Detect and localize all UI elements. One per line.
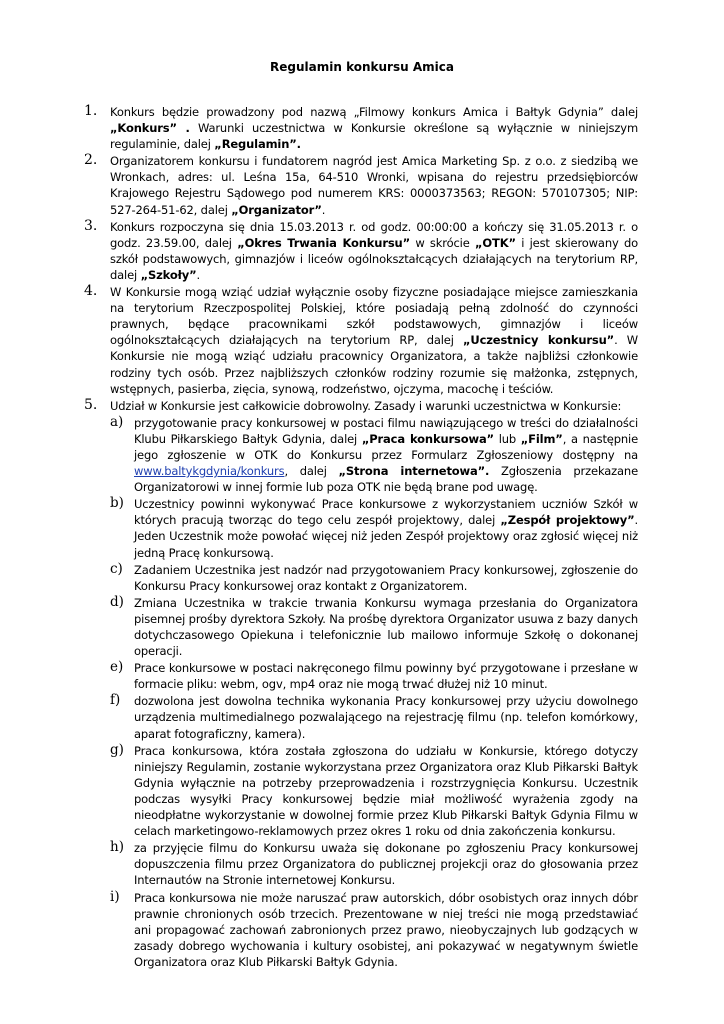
defined-term: „Uczestnicy konkursu”	[462, 333, 615, 348]
text-segment: w skrócie	[409, 235, 475, 250]
defined-term: „Strona internetowa”.	[338, 464, 490, 479]
defined-term: „OTK”	[474, 235, 516, 250]
sub-list-item	[110, 595, 638, 659]
item-text	[134, 595, 638, 659]
text-segment: Organizatorem konkursu i fundatorem nagród jest Amica Marketing Sp. z o.o. z siedzibą we Wronkach, adres: ul. Leśna 15a, 64-510 Wronki, wpisana do rejestru przedsiębiorców Krajowego Rejestru Sądowego pod numerem KRS: 0000373563; REGON: 570107305; NIP: 527-264-51-62, dalej	[110, 154, 638, 217]
text-segment: Warunki uczestnictwa w Konkursie określone są wyłącznie w niniejszym regulaminie, dalej	[110, 121, 638, 152]
lettered-sub-list	[84, 415, 638, 970]
sub-list-item	[110, 660, 638, 692]
defined-term: „Praca konkursowa”	[361, 431, 494, 446]
item-number: 3.	[84, 217, 98, 234]
text-segment: , dalej	[284, 464, 339, 479]
item-text	[134, 660, 638, 692]
item-number: c)	[110, 560, 123, 577]
text-segment: Zgłoszenia przekazane Organizatorowi w innej formie lub poza OTK nie będą brane pod uwagę.	[134, 464, 638, 495]
item-number: a)	[110, 413, 124, 430]
defined-term: „Organizator”	[231, 202, 322, 217]
text-segment: Konkurs będzie prowadzony pod nazwą „Filmowy konkurs Amica i Bałtyk Gdynia” dalej	[110, 105, 638, 119]
sub-list-item	[110, 496, 638, 560]
sub-list-item	[110, 693, 638, 741]
item-number: 4.	[84, 283, 98, 300]
text-segment: dozwolona jest dowolna technika wykonania Pracy konkursowej przy użyciu dowolnego urządzenia multimedialnego pozwalającego na rejestrację filmu (np. telefon komórkowy, aparat fotograficzny, kamera).	[134, 694, 638, 741]
item-text	[134, 840, 638, 888]
text-segment: i jest skierowany do szkół podstawowych, gimnazjów i liceów ogólnokształcących działających na terytorium RP, dalej	[110, 235, 638, 282]
sub-list-item	[110, 890, 638, 970]
item-number: f)	[110, 692, 121, 709]
text-segment: Uczestnicy powinni wykonywać Prace konkursowe z wykorzystaniem uczniów Szkół w których pracują tworząc do tego celu zespół projektowy, dalej	[134, 497, 638, 528]
list-item	[84, 104, 638, 152]
item-text	[110, 398, 638, 414]
defined-term: .	[185, 121, 190, 136]
text-segment: Zadaniem Uczestnika jest nadzór nad przygotowaniem Pracy konkursowej, zgłoszenie do Konkursu Pracy konkursowej oraz kontakt z Organizatorem.	[134, 562, 638, 593]
item-number: b)	[110, 495, 124, 512]
defined-term: „Regulamin”.	[214, 137, 301, 152]
list-item	[84, 153, 638, 217]
text-segment: przygotowanie pracy konkursowej w postaci filmu nawiązującego w treści do działalności Klubu Piłkarskiego Bałtyk Gdynia, dalej	[134, 415, 638, 446]
text-segment: Prace konkursowe w postaci nakręconego filmu powinny być przygotowane i przesłane w formacie pliku: webm, ogv, mp4 oraz nie mogą trwać dłużej niż 10 minut.	[134, 661, 638, 692]
text-segment: . W Konkursie nie mogą wziąć udziału pracownicy Organizatora, a także najbliżsi członkowie rodziny tych osób. Przez najbliższych członków rodziny rozumie się małżonka, zstępnych, wstępnych, pasierba, zięcia, synową, rodzeństwo, ojczyma, macochę i teściów.	[110, 333, 639, 396]
item-number: 1.	[84, 103, 98, 119]
text-segment: Udział w Konkursie jest całkowicie dobrowolny. Zasady i warunki uczestnictwa w Konkursie:	[110, 398, 622, 413]
item-text	[134, 890, 638, 970]
item-number: d)	[110, 593, 124, 610]
text-segment: lub	[493, 431, 521, 446]
sub-list-item	[110, 415, 638, 495]
item-text	[110, 219, 638, 283]
text-segment: Konkurs rozpoczyna się dnia 15.03.2013 r. od godz. 00:00:00 a kończy się 31.05.2013 r. o godz. 23.59.00, dalej	[110, 219, 638, 250]
text-segment: . Jeden Uczestnik może powołać więcej niż jeden Zespół projektowy oraz zgłosić więcej niż jedną Pracę konkursową.	[134, 513, 638, 560]
text-segment: .	[321, 202, 326, 217]
text-segment: Zmiana Uczestnika w trakcie trwania Konkursu wymaga przesłania do Organizatora pisemnej prośby dyrektora Szkoły. Na prośbę dyrektora Organizator usuwa z bazy danych dotychczasowego Opiekuna i telefonicznie lub mailowo informuje Szkołę o dokonanej operacji.	[134, 595, 638, 659]
list-item	[84, 284, 638, 397]
defined-term: „Zespół projektowy”	[500, 513, 635, 528]
defined-term	[177, 121, 186, 135]
sub-list-item	[110, 743, 638, 840]
sub-list-item	[110, 562, 638, 594]
item-text	[110, 104, 638, 152]
item-text	[134, 562, 638, 594]
text-segment: Praca konkursowa nie może naruszać praw autorskich, dóbr osobistych oraz innych dóbr prawnie chronionych osób trzecich. Prezentowane w niej treści nie mogą przedstawiać ani propagować zachowań zabronionych przez prawo, nieobyczajnych lub godzących w zasady dobrego wychowania i kultury osobistej, ani pokazywać w negatywnym świetle Organizatora oraz Klub Piłkarski Bałtyk Gdynia.	[134, 890, 638, 969]
list-item	[84, 219, 638, 283]
item-number: h)	[110, 839, 124, 856]
item-text	[110, 284, 638, 397]
numbered-list	[84, 104, 638, 971]
list-item	[84, 398, 638, 414]
item-number: i)	[110, 888, 120, 905]
defined-term: „Film”	[520, 431, 563, 446]
text-segment: Praca konkursowa, która została zgłoszona do udziału w Konkursie, którego dotyczy niniejszy Regulamin, zostanie wykorzystana przez Organizatora oraz Klub Piłkarski Bałtyk Gdynia wyłącznie na potrzeby przeprowadzenia i rozstrzygnięcia Konkursu. Uczestnik podczas wysyłki Pracy konkursowej będzie miał możliwość wyrażenia zgody na nieodpłatne wykorzystanie w dowolnej formie przez Klub Piłkarski Bałtyk Gdynia Filmu w celach marketingowo-reklamowych przez okres 1 roku od dnia zakończenia konkursu.	[134, 743, 638, 839]
item-number: 5.	[84, 396, 98, 413]
contest-url-link[interactable]: www.baltykgdynia/konkurs	[134, 464, 285, 479]
item-number: g)	[110, 741, 124, 758]
item-text	[134, 693, 638, 741]
item-text	[134, 743, 638, 840]
item-number: 2.	[84, 152, 98, 169]
defined-term: „Szkoły”	[140, 267, 197, 282]
document-title: Regulamin konkursu Amica	[270, 60, 454, 74]
defined-term: „Okres Trwania Konkursu”	[237, 235, 410, 250]
defined-term: „Konkurs”	[110, 121, 177, 136]
item-number: e)	[110, 659, 124, 676]
text-segment: , a następnie jego zgłoszenie w OTK do Konkursu przez Formularz Zgłoszeniowy dostępny na	[134, 431, 638, 462]
item-text	[134, 496, 638, 560]
item-text	[110, 153, 638, 217]
sub-list-item	[110, 840, 638, 888]
item-text	[134, 415, 638, 495]
text-segment: W Konkursie mogą wziąć udział wyłącznie osoby fizyczne posiadające miejsce zamieszkania na terytorium Rzeczpospolitej Polskiej, które posiadają pełną zdolność do czynności prawnych, będące pracownikami szkół podstawowych, gimnazjów i liceów ogólnokształcących działających na terytorium RP, dalej	[110, 285, 638, 348]
text-segment: .	[196, 267, 200, 282]
text-segment: za przyjęcie filmu do Konkursu uważa się dokonane po zgłoszeniu Pracy konkursowej dopuszczenia filmu przez Organizatora do publicznej projekcji oraz do głosowania przez Internautów na Stronie internetowej Konkursu.	[134, 841, 638, 888]
